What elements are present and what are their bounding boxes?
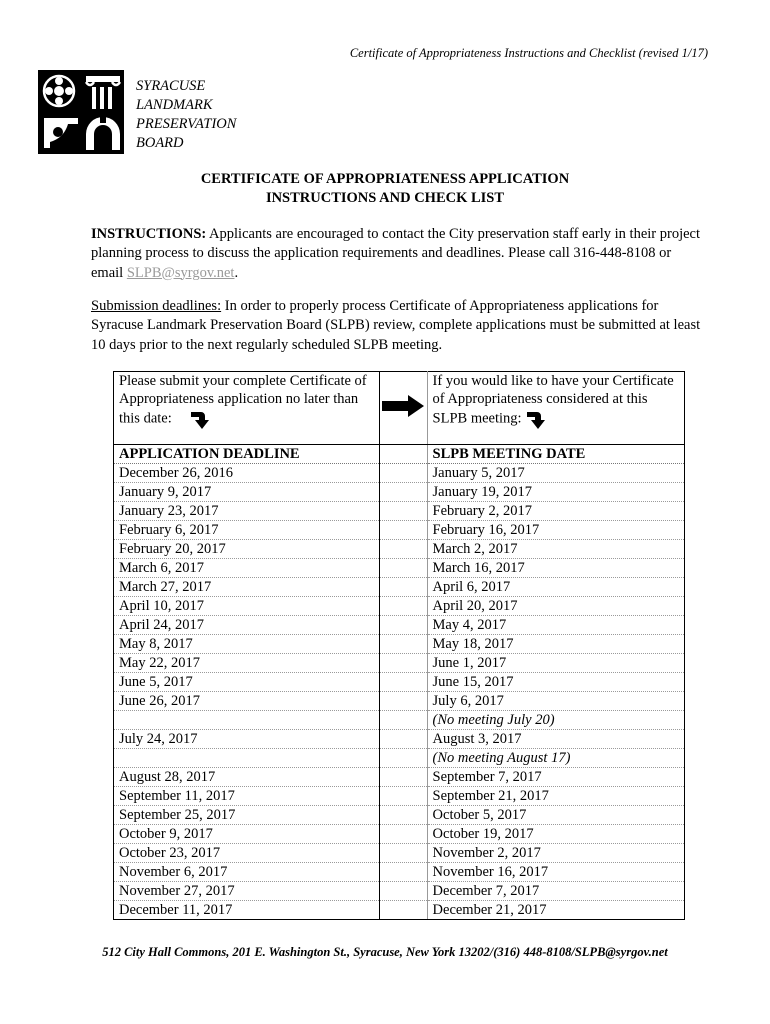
left-intro-text: Please submit your complete Certificate of Appropriateness application no later than this date: [119,373,367,427]
deadline-cell: January 9, 2017 [114,483,380,502]
table-row [114,711,685,730]
spacer-cell [380,825,427,844]
meeting-cell: November 16, 2017 [427,863,684,882]
table-row [114,863,685,882]
table-row [114,730,685,749]
intro-row [114,372,685,445]
spacer-cell [380,749,427,768]
deadline-cell: April 24, 2017 [114,616,380,635]
table-header-row [114,445,685,464]
org-line: LANDMARK [136,97,213,113]
instructions-paragraph [91,225,703,283]
email-link[interactable]: SLPB@syrgov.net [126,264,235,281]
meeting-cell: October 5, 2017 [427,806,684,825]
meeting-cell: November 2, 2017 [427,844,684,863]
deadline-cell: November 27, 2017 [114,882,380,901]
deadline-cell: May 8, 2017 [114,635,380,654]
spacer-cell [380,806,427,825]
deadline-cell: November 6, 2017 [114,863,380,882]
spacer-cell [380,787,427,806]
curved-arrow-down-icon [189,408,211,430]
spacer-cell [380,882,427,901]
spacer-cell [380,578,427,597]
deadline-cell: February 20, 2017 [114,540,380,559]
organization-name [136,77,236,153]
meeting-cell: August 3, 2017 [427,730,684,749]
org-line: SYRACUSE [136,78,206,94]
spacer-cell [380,521,427,540]
table-row [114,502,685,521]
table-row [114,540,685,559]
table-row [114,521,685,540]
deadline-cell: June 5, 2017 [114,673,380,692]
right-intro-text: If you would like to have your Certificate of Appropriateness considered at this SLPB meeting: [432,373,674,427]
spacer-cell [380,654,427,673]
meeting-cell: (No meeting July 20) [427,711,684,730]
meeting-cell: February 16, 2017 [427,521,684,540]
slpb-logo [38,70,124,154]
spacer-cell [380,863,427,882]
meeting-cell: September 7, 2017 [427,768,684,787]
meeting-cell: April 6, 2017 [427,578,684,597]
spacer-cell [380,692,427,711]
meeting-cell: March 2, 2017 [427,540,684,559]
right-arrow-icon [382,395,424,417]
spacer-cell [380,635,427,654]
spacer-cell [380,711,427,730]
document-title [0,170,770,208]
table-row [114,597,685,616]
meeting-cell: July 6, 2017 [427,692,684,711]
instructions-text: Applicants are encouraged to contact the City preservation staff early in their project planning process to discuss the application requirements and deadlines. Please call 316-448-8108 or email [91,226,700,281]
title-line: CERTIFICATE OF APPROPRIATENESS APPLICATION [200,171,570,187]
table-row [114,578,685,597]
table-row [114,749,685,768]
org-line: PRESERVATION [136,116,237,132]
deadline-cell [114,749,380,768]
spacer-cell [380,844,427,863]
meeting-cell: (No meeting August 17) [427,749,684,768]
header-note: Certificate of Appropriateness Instructions and Checklist (revised 1/17) [349,46,708,60]
table-row [114,806,685,825]
spacer-cell [380,901,427,920]
deadline-cell: March 6, 2017 [114,559,380,578]
meeting-cell: January 5, 2017 [427,464,684,483]
table-row [114,673,685,692]
col-header-meeting: SLPB MEETING DATE [427,445,684,464]
spacer-cell [380,502,427,521]
arrow-cell [380,372,427,445]
meeting-cell: January 19, 2017 [427,483,684,502]
spacer-cell [380,445,427,464]
deadline-cell: April 10, 2017 [114,597,380,616]
title-line: INSTRUCTIONS AND CHECK LIST [265,190,505,206]
col-header-deadline: APPLICATION DEADLINE [114,445,380,464]
deadline-cell: October 9, 2017 [114,825,380,844]
meeting-cell: October 19, 2017 [427,825,684,844]
deadline-cell [114,711,380,730]
table-row [114,654,685,673]
spacer-cell [380,616,427,635]
deadline-cell: June 26, 2017 [114,692,380,711]
right-intro-cell [427,372,684,445]
deadline-cell: May 22, 2017 [114,654,380,673]
deadlines-text: In order to properly process Certificate of Appropriateness applications for Syracuse Landmark Preservation Board (SLPB) review, complete applications must be submitted at least 10 days prior to the next regularly scheduled SLPB meeting. [91,298,701,353]
spacer-cell [380,559,427,578]
org-line: BOARD [136,135,184,151]
table-row [114,559,685,578]
deadline-cell: February 6, 2017 [114,521,380,540]
deadline-cell: September 11, 2017 [114,787,380,806]
table-row [114,882,685,901]
table-row [114,787,685,806]
meeting-cell: June 15, 2017 [427,673,684,692]
spacer-cell [380,768,427,787]
meeting-cell: May 4, 2017 [427,616,684,635]
deadline-cell: December 11, 2017 [114,901,380,920]
deadline-cell: October 23, 2017 [114,844,380,863]
schedule-table [113,371,685,920]
meeting-cell: March 16, 2017 [427,559,684,578]
meeting-cell: May 18, 2017 [427,635,684,654]
spacer-cell [380,597,427,616]
spacer-cell [380,464,427,483]
table-row [114,483,685,502]
meeting-cell: December 21, 2017 [427,901,684,920]
table-body [114,464,685,920]
deadlines-paragraph [91,297,703,355]
meeting-cell: December 7, 2017 [427,882,684,901]
table-row [114,825,685,844]
deadline-cell: January 23, 2017 [114,502,380,521]
spacer-cell [380,483,427,502]
table-row [114,768,685,787]
meeting-cell: September 21, 2017 [427,787,684,806]
table-row [114,635,685,654]
table-row [114,616,685,635]
meeting-cell: June 1, 2017 [427,654,684,673]
left-intro-cell [114,372,380,445]
meeting-cell: April 20, 2017 [427,597,684,616]
spacer-cell [380,673,427,692]
table-row [114,692,685,711]
spacer-cell [380,540,427,559]
table-row [114,844,685,863]
meeting-cell: February 2, 2017 [427,502,684,521]
spacer-cell [380,730,427,749]
footer-address: 512 City Hall Commons, 201 E. Washington St., Syracuse, New York 13202/(316) 448-8108/SLPB@syrgov.net [102,945,668,959]
instructions-end: . [234,264,239,281]
deadline-cell: September 25, 2017 [114,806,380,825]
table-row [114,901,685,920]
deadline-cell: August 28, 2017 [114,768,380,787]
deadline-cell: July 24, 2017 [114,730,380,749]
table-row [114,464,685,483]
curved-arrow-down-icon [525,408,547,430]
deadline-cell: March 27, 2017 [114,578,380,597]
instructions-label: INSTRUCTIONS: [91,226,207,242]
deadlines-label: Submission deadlines: [91,298,222,314]
deadline-cell: December 26, 2016 [114,464,380,483]
